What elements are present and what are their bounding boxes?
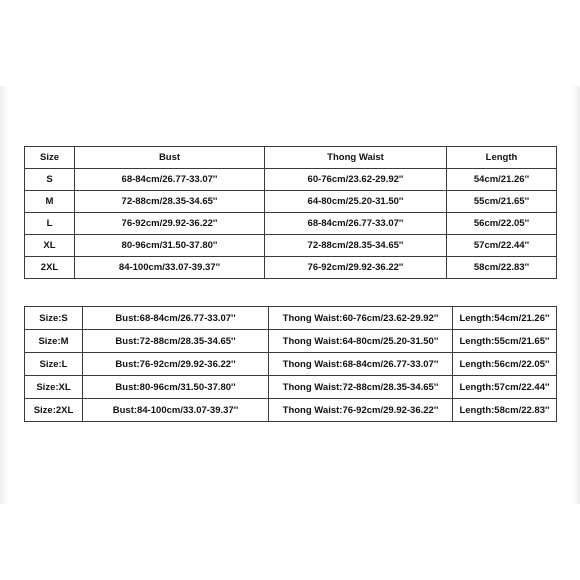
bust-cell: 84-100cm/33.07-39.37'' xyxy=(75,257,265,279)
thong-waist-cell: 64-80cm/25.20-31.50'' xyxy=(265,191,447,213)
length-cell: Length:56cm/22.05'' xyxy=(453,353,557,376)
thong-waist-cell: 72-88cm/28.35-34.65'' xyxy=(265,235,447,257)
table-row xyxy=(25,376,557,399)
right-edge-shade xyxy=(572,86,580,504)
header-thong-waist: Thong Waist xyxy=(265,147,447,169)
thong-waist-cell: Thong Waist:76-92cm/29.92-36.22'' xyxy=(269,399,453,422)
length-cell: 55cm/21.65'' xyxy=(447,191,557,213)
bust-cell: Bust:72-88cm/28.35-34.65'' xyxy=(83,330,269,353)
size-cell: Size:S xyxy=(25,307,83,330)
length-cell: 57cm/22.44'' xyxy=(447,235,557,257)
size-chart-table-labeled xyxy=(24,306,557,422)
size-cell: L xyxy=(25,213,75,235)
size-chart-table-headed xyxy=(24,146,557,279)
bust-cell: 76-92cm/29.92-36.22'' xyxy=(75,213,265,235)
thong-waist-cell: Thong Waist:68-84cm/26.77-33.07'' xyxy=(269,353,453,376)
table-row xyxy=(25,353,557,376)
bust-cell: 72-88cm/28.35-34.65'' xyxy=(75,191,265,213)
thong-waist-cell: 60-76cm/23.62-29.92'' xyxy=(265,169,447,191)
length-cell: Length:57cm/22.44'' xyxy=(453,376,557,399)
thong-waist-cell: 68-84cm/26.77-33.07'' xyxy=(265,213,447,235)
length-cell: Length:54cm/21.26'' xyxy=(453,307,557,330)
size-cell: XL xyxy=(25,235,75,257)
size-cell: Size:M xyxy=(25,330,83,353)
table-row xyxy=(25,257,557,279)
table-row xyxy=(25,191,557,213)
header-size: Size xyxy=(25,147,75,169)
bust-cell: 68-84cm/26.77-33.07'' xyxy=(75,169,265,191)
length-cell: Length:55cm/21.65'' xyxy=(453,330,557,353)
table-row xyxy=(25,307,557,330)
table-row xyxy=(25,213,557,235)
length-cell: Length:58cm/22.83'' xyxy=(453,399,557,422)
size-cell: Size:2XL xyxy=(25,399,83,422)
bust-cell: Bust:80-96cm/31.50-37.80'' xyxy=(83,376,269,399)
size-cell: Size:L xyxy=(25,353,83,376)
table-row xyxy=(25,169,557,191)
size-cell: Size:XL xyxy=(25,376,83,399)
thong-waist-cell: Thong Waist:64-80cm/25.20-31.50'' xyxy=(269,330,453,353)
table-row xyxy=(25,399,557,422)
length-cell: 54cm/21.26'' xyxy=(447,169,557,191)
size-cell: 2XL xyxy=(25,257,75,279)
bust-cell: Bust:84-100cm/33.07-39.37'' xyxy=(83,399,269,422)
table-row xyxy=(25,330,557,353)
length-cell: 56cm/22.05'' xyxy=(447,213,557,235)
length-cell: 58cm/22.83'' xyxy=(447,257,557,279)
table-row xyxy=(25,235,557,257)
bust-cell: Bust:68-84cm/26.77-33.07'' xyxy=(83,307,269,330)
thong-waist-cell: Thong Waist:72-88cm/28.35-34.65'' xyxy=(269,376,453,399)
header-length: Length xyxy=(447,147,557,169)
thong-waist-cell: 76-92cm/29.92-36.22'' xyxy=(265,257,447,279)
size-cell: M xyxy=(25,191,75,213)
table-header-row xyxy=(25,147,557,169)
left-edge-shade xyxy=(0,86,8,504)
header-bust: Bust xyxy=(75,147,265,169)
bust-cell: Bust:76-92cm/29.92-36.22'' xyxy=(83,353,269,376)
size-cell: S xyxy=(25,169,75,191)
thong-waist-cell: Thong Waist:60-76cm/23.62-29.92'' xyxy=(269,307,453,330)
bust-cell: 80-96cm/31.50-37.80'' xyxy=(75,235,265,257)
